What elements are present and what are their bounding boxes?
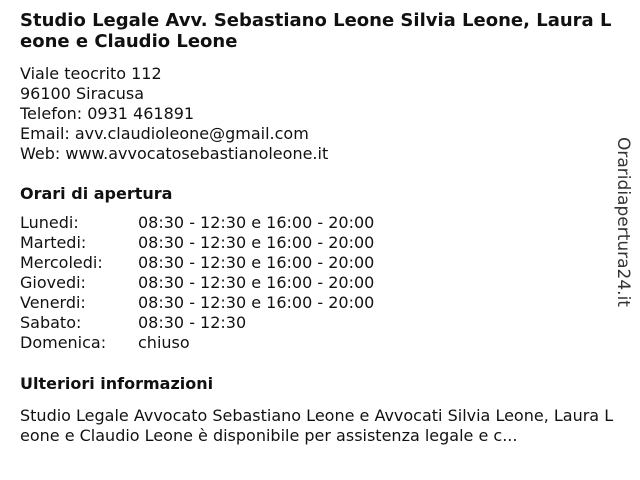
address-city: 96100 Siracusa [20,84,145,103]
page-title: Studio Legale Avv. Sebastiano Leone Silvia Leone, Laura Leone e Claudio Leone [20,10,612,52]
time-value: 08:30 - 12:30 e 16:00 - 20:00 [138,273,375,292]
web-text: Web: www.avvocatosebastianoleone.it [20,144,329,163]
phone-text: Telefon: 0931 461891 [20,104,195,123]
brand-watermark: Oraridiapertura24.it [613,137,633,307]
day-label: Mercoledi: [20,253,103,272]
contact-block [20,64,328,164]
day-label: Martedi: [20,233,87,252]
day-label: Sabato: [20,313,82,332]
time-value: 08:30 - 12:30 [138,313,247,332]
time-value: 08:30 - 12:30 e 16:00 - 20:00 [138,213,375,232]
time-value: 08:30 - 12:30 e 16:00 - 20:00 [138,233,375,252]
day-label: Lunedi: [20,213,79,232]
email-text: Email: avv.claudioleone@gmail.com [20,124,309,143]
opening-hours-heading: Orari di apertura [20,184,173,203]
time-value: 08:30 - 12:30 e 16:00 - 20:00 [138,293,375,312]
day-label: Giovedi: [20,273,86,292]
time-value: chiuso [138,333,190,352]
description-text: Studio Legale Avvocato Sebastiano Leone e Avvocati Silvia Leone, Laura Leone e Claudio Leone è disponibile per assistenza legale e c... [20,406,614,445]
day-label: Domenica: [20,333,107,352]
time-value: 08:30 - 12:30 e 16:00 - 20:00 [138,253,375,272]
day-label: Venerdi: [20,293,86,312]
further-info-heading: Ulteriori informazioni [20,374,214,393]
address-street: Viale teocrito 112 [20,64,162,83]
